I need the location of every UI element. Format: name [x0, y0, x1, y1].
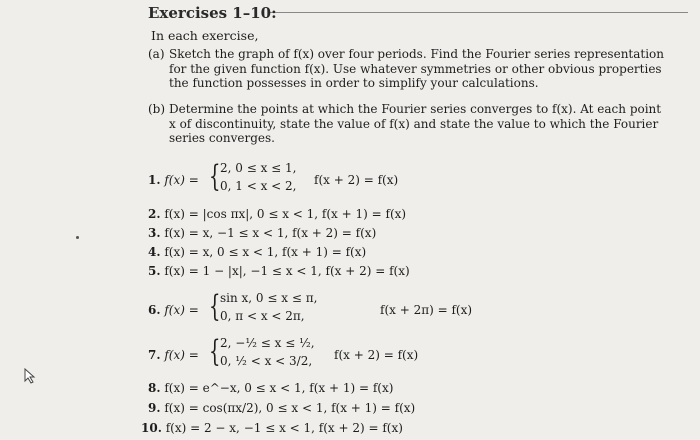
exercise-6-period: f(x + 2π) = f(x)	[380, 303, 473, 317]
exercise-3	[148, 226, 376, 240]
exercise-7-case-2: 0, ½ < x < 3/2,	[220, 354, 313, 368]
exercise-8-text: f(x) = e^−x, 0 ≤ x < 1, f(x + 1) = f(x)	[164, 381, 394, 395]
exercise-3-text: f(x) = x, −1 ≤ x < 1, f(x + 2) = f(x)	[164, 226, 377, 240]
exercise-1-lhs: f(x) =	[164, 173, 199, 187]
part-b	[148, 102, 668, 146]
exercise-1-case-2: 0, 1 < x < 2,	[220, 179, 297, 193]
exercise-9-number: 9.	[148, 401, 161, 415]
exercise-5	[148, 264, 410, 278]
part-a-label: (a)	[148, 47, 165, 61]
part-b-text: Determine the points at which the Fourier series converges to f(x). At each point x of discontinuity, state the value of f(x) and state the value to which the Fourier series converges.	[169, 102, 662, 145]
exercise-5-number: 5.	[148, 264, 161, 278]
exercise-2-number: 2.	[148, 207, 161, 221]
exercise-6-case-1: sin x, 0 ≤ x ≤ π,	[220, 291, 318, 305]
exercise-7-lhs: f(x) =	[164, 348, 199, 362]
exercise-1-number: 1.	[148, 173, 161, 187]
exercise-7-number: 7.	[148, 348, 161, 362]
exercise-4	[148, 245, 366, 259]
intro-text: In each exercise,	[151, 28, 259, 43]
exercises-heading: Exercises 1–10:	[148, 4, 277, 22]
exercise-9-text: f(x) = cos(πx/2), 0 ≤ x < 1, f(x + 1) = f(x)	[164, 401, 416, 415]
exercise-10-text: f(x) = 2 − x, −1 ≤ x < 1, f(x + 2) = f(x)	[165, 421, 403, 435]
exercise-7-case-1: 2, −½ ≤ x ≤ ½,	[220, 336, 315, 350]
exercise-6-brace: {	[209, 289, 221, 324]
mouse-cursor-icon	[24, 368, 38, 384]
exercise-4-number: 4.	[148, 245, 161, 259]
exercise-1-period: f(x + 2) = f(x)	[314, 173, 399, 187]
exercise-10-number: 10.	[141, 421, 162, 435]
heading-rule	[268, 12, 688, 13]
exercise-6-lhs: f(x) =	[164, 303, 199, 317]
exercise-4-text: f(x) = x, 0 ≤ x < 1, f(x + 1) = f(x)	[164, 245, 367, 259]
exercise-2	[148, 207, 406, 221]
exercise-6-case-2: 0, π < x < 2π,	[220, 309, 305, 323]
exercise-10	[141, 421, 403, 435]
page-speck	[76, 236, 79, 239]
exercise-5-text: f(x) = 1 − |x|, −1 ≤ x < 1, f(x + 2) = f(x)	[164, 264, 410, 278]
part-a-text: Sketch the graph of f(x) over four periods. Find the Fourier series representation for the given function f(x). Use whatever symmetries or other obvious properties the function possesses in order to simplify your calculations.	[169, 47, 665, 90]
exercise-9	[148, 401, 415, 415]
exercise-7-period: f(x + 2) = f(x)	[334, 348, 419, 362]
exercise-6-number: 6.	[148, 303, 161, 317]
exercise-3-number: 3.	[148, 226, 161, 240]
exercise-1-case-1: 2, 0 ≤ x ≤ 1,	[220, 161, 297, 175]
exercise-1-brace: {	[209, 159, 221, 194]
exercise-8	[148, 381, 393, 395]
exercise-7-brace: {	[209, 334, 221, 369]
exercise-2-text: f(x) = |cos πx|, 0 ≤ x < 1, f(x + 1) = f(x)	[164, 207, 407, 221]
exercise-8-number: 8.	[148, 381, 161, 395]
part-b-label: (b)	[148, 102, 166, 116]
part-a	[148, 47, 668, 91]
